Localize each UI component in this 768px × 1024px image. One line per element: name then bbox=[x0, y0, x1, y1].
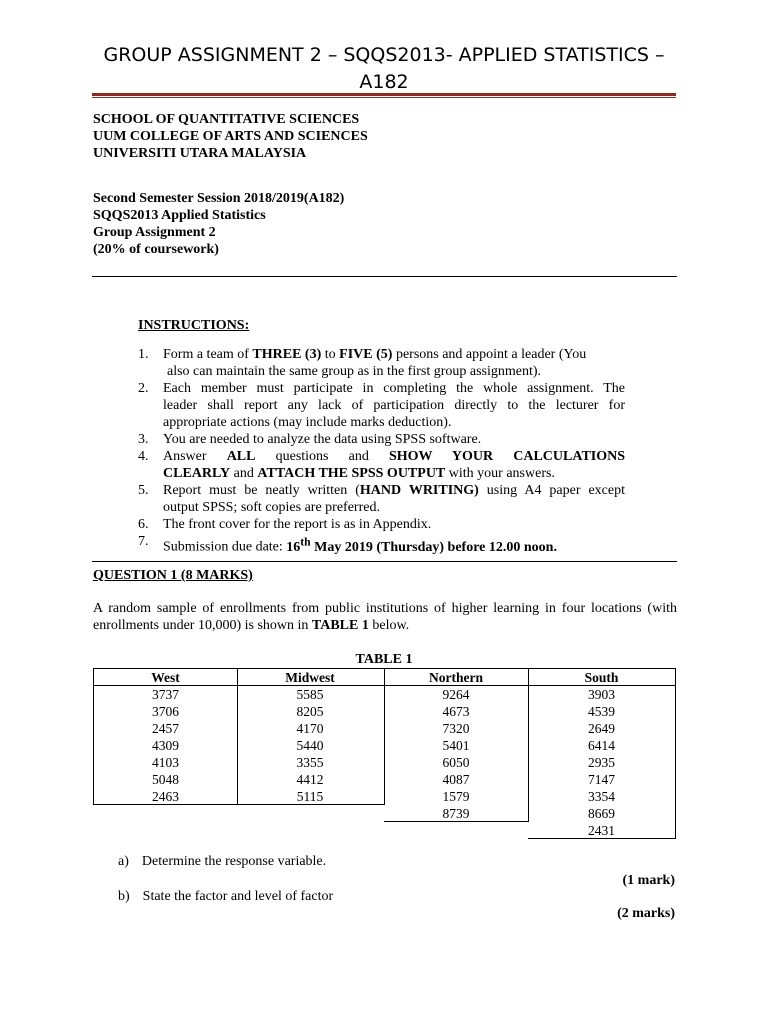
instruction-number: 6. bbox=[138, 517, 149, 532]
course-line: SQQS2013 Applied Statistics bbox=[93, 208, 266, 223]
divider bbox=[92, 276, 677, 277]
question-part-a bbox=[118, 854, 326, 870]
table-cell: 4309 bbox=[152, 738, 179, 753]
table-cell: 8669 bbox=[588, 806, 615, 821]
column-header: South bbox=[584, 670, 619, 685]
instruction-text bbox=[163, 380, 625, 431]
instruction-line: Each member must participate in completing the whole assignment. The bbox=[163, 381, 625, 396]
instruction-number: 2. bbox=[138, 381, 149, 396]
instruction-line: also can maintain the same group as in the first group assignment). bbox=[167, 364, 542, 379]
table-cell: 6050 bbox=[442, 755, 470, 770]
divider bbox=[92, 561, 677, 562]
question-1-title: QUESTION 1 (8 MARKS) bbox=[93, 568, 253, 583]
table-cell: 3354 bbox=[588, 789, 615, 804]
table-cell: 4103 bbox=[152, 755, 179, 770]
table-cell: 2935 bbox=[588, 755, 615, 770]
part-label: a) bbox=[118, 854, 129, 869]
instruction-number: 5. bbox=[138, 483, 149, 498]
instructions-title: INSTRUCTIONS: bbox=[138, 318, 250, 333]
instruction-text bbox=[163, 431, 625, 448]
column-header: Northern bbox=[429, 670, 483, 685]
question-1-paragraph: A random sample of enrollments from public institutions of higher learning in four locations (with enrollments under 10,000) is shown in TABLE 1 below. bbox=[93, 601, 677, 633]
table-column-northern bbox=[384, 668, 529, 822]
column-values bbox=[94, 686, 237, 805]
column-values bbox=[236, 686, 384, 805]
table-cell: 3903 bbox=[588, 687, 615, 702]
question-part-b bbox=[118, 889, 333, 905]
part-a-marks: (1 mark) bbox=[622, 873, 675, 888]
table-cell: 6414 bbox=[588, 738, 615, 753]
instruction-line: The front cover for the report is as in Appendix. bbox=[163, 517, 432, 532]
instruction-line: You are needed to analyze the data using SPSS software. bbox=[163, 432, 482, 447]
table-column-midwest bbox=[236, 668, 385, 805]
table-cell: 1579 bbox=[442, 789, 470, 804]
institution-line: SCHOOL OF QUANTITATIVE SCIENCES bbox=[93, 112, 360, 127]
table-cell: 4412 bbox=[296, 772, 324, 787]
instruction-number: 7. bbox=[138, 534, 149, 549]
instruction-line: output SPSS; soft copies are preferred. bbox=[163, 500, 380, 515]
part-text: State the factor and level of factor bbox=[142, 889, 334, 904]
table-header-rule bbox=[93, 685, 676, 686]
table-cell: 3355 bbox=[296, 755, 324, 770]
table-cell: 4673 bbox=[442, 704, 470, 719]
course-block bbox=[93, 190, 344, 258]
table-cell: 2463 bbox=[152, 789, 179, 804]
instruction-line: appropriate actions (may include marks deduction). bbox=[163, 415, 452, 430]
instruction-number: 1. bbox=[138, 347, 149, 362]
table-cell: 5440 bbox=[296, 738, 324, 753]
table-cell: 4087 bbox=[442, 772, 470, 787]
table-cell: 5115 bbox=[296, 789, 324, 804]
instruction-number: 3. bbox=[138, 432, 149, 447]
table-cell: 2431 bbox=[588, 823, 615, 838]
instruction-number: 4. bbox=[138, 449, 149, 464]
instruction-line: Report must be neatly written (HAND WRITING) using A4 paper except bbox=[163, 483, 625, 498]
instruction-line: CLEARLY and ATTACH THE SPSS OUTPUT with your answers. bbox=[163, 466, 555, 481]
institution-block bbox=[93, 111, 368, 162]
table-cell: 5048 bbox=[152, 772, 179, 787]
table-cell: 4539 bbox=[588, 704, 615, 719]
table-cell: 3706 bbox=[152, 704, 179, 719]
column-values bbox=[384, 686, 528, 822]
table-column-west bbox=[93, 668, 238, 805]
page-header-title bbox=[0, 42, 768, 96]
header-rule bbox=[92, 93, 676, 96]
institution-line: UNIVERSITI UTARA MALAYSIA bbox=[93, 146, 307, 161]
instruction-line: Answer ALL questions and SHOW YOUR CALCULATIONS bbox=[163, 449, 626, 464]
instruction-line: Submission due date: 16th May 2019 (Thursday) before 12.00 noon. bbox=[163, 535, 557, 555]
part-text: Determine the response variable. bbox=[141, 854, 327, 869]
table-cell: 4170 bbox=[296, 721, 324, 736]
part-b-marks: (2 marks) bbox=[617, 906, 675, 921]
table-cell: 5585 bbox=[296, 687, 324, 702]
table-caption: TABLE 1 bbox=[355, 652, 413, 667]
header-line-1: GROUP ASSIGNMENT 2 – SQQS2013- APPLIED STATISTICS – bbox=[103, 44, 665, 66]
table-cell: 2649 bbox=[588, 721, 615, 736]
instruction-text bbox=[163, 448, 625, 482]
table-column-south bbox=[528, 668, 676, 839]
instruction-text bbox=[163, 533, 625, 556]
table-cell: 9264 bbox=[442, 687, 470, 702]
course-line: Group Assignment 2 bbox=[93, 225, 216, 240]
course-line: Second Semester Session 2018/2019(A182) bbox=[93, 191, 345, 206]
table-cell: 7147 bbox=[588, 772, 615, 787]
column-header: West bbox=[151, 670, 180, 685]
column-header: Midwest bbox=[285, 670, 335, 685]
instruction-text bbox=[163, 346, 625, 380]
column-values bbox=[528, 686, 675, 839]
part-label: b) bbox=[118, 889, 130, 904]
header-rule-thin bbox=[92, 97, 676, 98]
table-cell: 8205 bbox=[296, 704, 324, 719]
instruction-line: Form a team of THREE (3) to FIVE (5) persons and appoint a leader (You bbox=[163, 347, 587, 362]
table-cell: 8739 bbox=[442, 806, 470, 821]
instruction-text bbox=[163, 516, 625, 533]
instruction-text bbox=[163, 482, 625, 516]
header-line-2: A182 bbox=[359, 71, 409, 93]
table-cell: 2457 bbox=[152, 721, 179, 736]
table-cell: 3737 bbox=[152, 687, 179, 702]
table-cell: 5401 bbox=[442, 738, 470, 753]
table-cell: 7320 bbox=[442, 721, 470, 736]
institution-line: UUM COLLEGE OF ARTS AND SCIENCES bbox=[93, 129, 368, 144]
course-line: (20% of coursework) bbox=[93, 242, 219, 257]
instruction-line: leader shall report any lack of participation directly to the lecturer for bbox=[163, 398, 625, 413]
